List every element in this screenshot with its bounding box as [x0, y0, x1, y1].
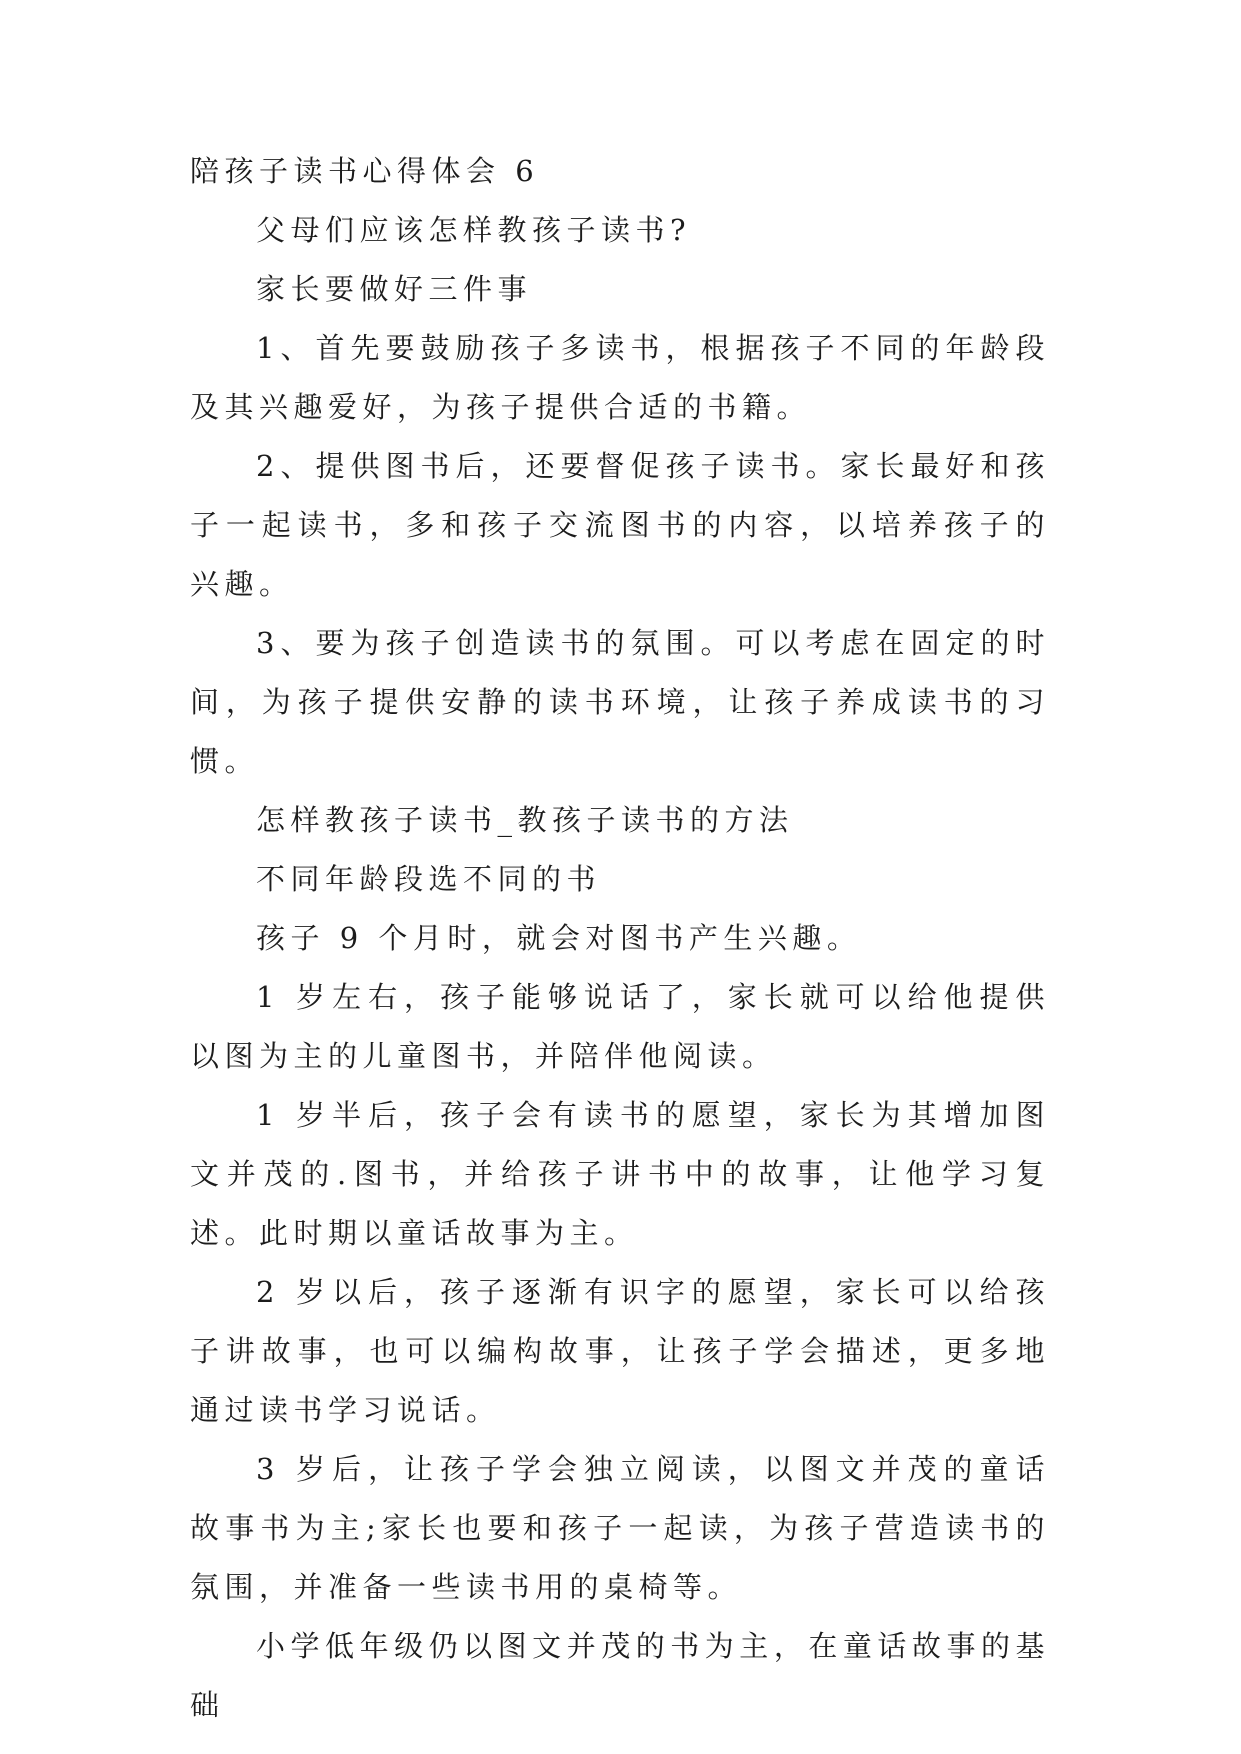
paragraph: 不同年龄段选不同的书: [256, 862, 602, 896]
paragraph: 孩子 9 个月时，就会对图书产生兴趣。: [256, 921, 862, 955]
paragraph: 小学低年级仍以图文并茂的书为主，在童话故事的基础: [190, 1629, 1050, 1722]
paragraph: 1 岁半后，孩子会有读书的愿望，家长为其增加图文并茂的.图书，并给孩子讲书中的故事，让他学习复述。此时期以童话故事为主。: [190, 1098, 1050, 1250]
paragraph: 家长要做好三件事: [256, 272, 533, 306]
paragraph: 1 岁左右，孩子能够说话了，家长就可以给他提供以图为主的儿童图书，并陪伴他阅读。: [190, 980, 1050, 1073]
paragraph: 2、提供图书后，还要督促孩子读书。家长最好和孩子一起读书，多和孩子交流图书的内容，以培养孩子的兴趣。: [190, 449, 1050, 601]
document-title: 陪孩子读书心得体会 6: [190, 154, 540, 188]
paragraph: 父母们应该怎样教孩子读书?: [256, 213, 692, 247]
paragraph: 2 岁以后，孩子逐渐有识字的愿望，家长可以给孩子讲故事，也可以编构故事，让孩子学会描述，更多地通过读书学习说话。: [190, 1275, 1050, 1427]
paragraph: 3、要为孩子创造读书的氛围。可以考虑在固定的时间，为孩子提供安静的读书环境，让孩子养成读书的习惯。: [190, 626, 1050, 778]
paragraph: 3 岁后，让孩子学会独立阅读，以图文并茂的童话故事书为主;家长也要和孩子一起读，为孩子营造读书的氛围，并准备一些读书用的桌椅等。: [190, 1452, 1050, 1604]
document-body: [190, 142, 1050, 1735]
paragraph: 怎样教孩子读书_教孩子读书的方法: [256, 803, 794, 837]
paragraph: 1、首先要鼓励孩子多读书，根据孩子不同的年龄段及其兴趣爱好，为孩子提供合适的书籍。: [190, 331, 1050, 424]
